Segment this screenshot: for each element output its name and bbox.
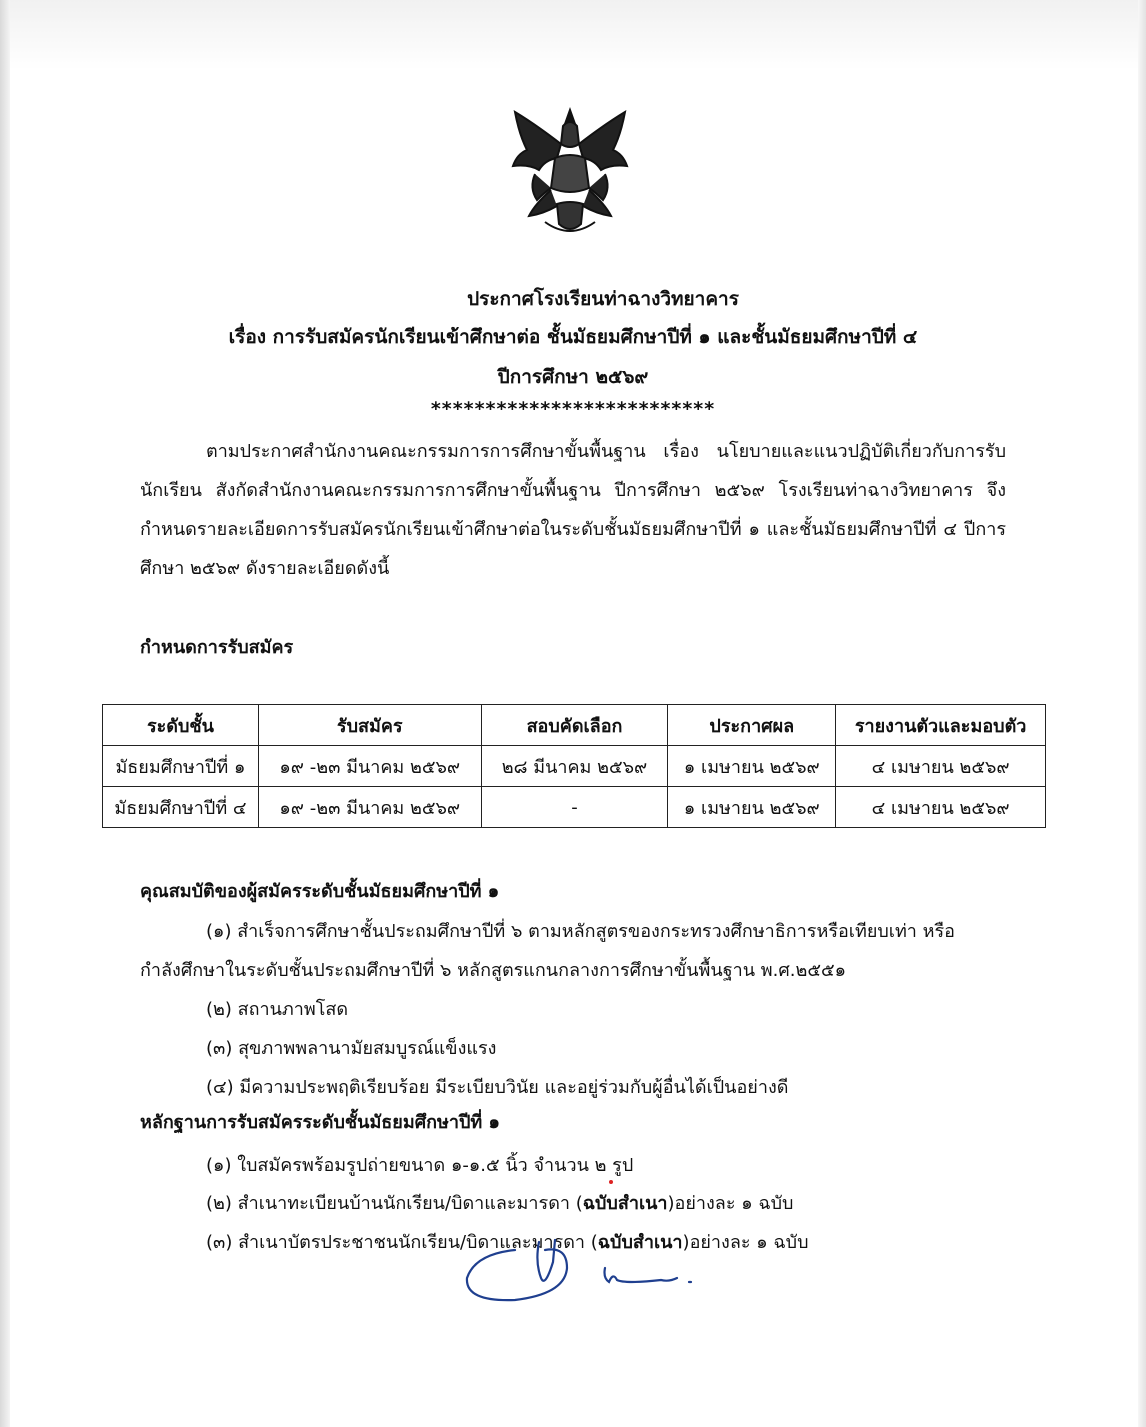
document-item-1: (๑) ใบสมัครพร้อมรูปถ่ายขนาด ๑-๑.๕ นิ้ว จำนวน ๒ รูป: [206, 1155, 634, 1176]
page-top-shadow: [0, 0, 1146, 70]
signature-icon: [455, 1232, 715, 1312]
document-item-3-text: (๓) สำเนาบัตรประชาชนนักเรียน/บิดาและมารดา (: [206, 1232, 598, 1253]
intro-paragraph: ตามประกาศสำนักงานคณะกรรมการการศึกษาขั้นพื้นฐาน เรื่อง นโยบายและแนวปฏิบัติเกี่ยวกับการรับนักเรียน สังกัดสำนักงานคณะกรรมการการศึกษาขั้นพื้นฐาน ปีการศึกษา ๒๕๖๙ โรงเรียนท่าฉางวิทยาคาร จึงกำหนดรายละเอียดการรับสมัครนักเรียนเข้าศึกษาต่อในระดับชั้นมัธยมศึกษาปีที่ ๑ และชั้นมัธยมศึกษาปีที่ ๔ ปีการศึกษา ๒๕๖๙ ดังรายละเอียดดังนี้: [140, 441, 1006, 579]
qualification-item-4: (๔) มีความประพฤติเรียบร้อย มีระเบียบวินัย และอยู่ร่วมกับผู้อื่นได้เป็นอย่างดี: [206, 1077, 789, 1098]
document-item-2-text-end: )อย่างละ ๑ ฉบับ: [667, 1193, 794, 1214]
column-header: สอบคัดเลือก: [481, 705, 668, 746]
table-cell: ๒๘ มีนาคม ๒๕๖๙: [481, 746, 668, 787]
table-cell: -: [481, 787, 668, 828]
document-item-2-text: (๒) สำเนาทะเบียนบ้านนักเรียน/บิดาและมารดา (: [206, 1193, 583, 1214]
document-item-2: [206, 1188, 793, 1217]
academic-year: ปีการศึกษา ๒๕๖๙: [497, 366, 649, 388]
table-cell: ๑ เมษายน ๒๕๖๙: [668, 746, 836, 787]
qualification-item-1: (๑) สำเร็จการศึกษาชั้นประถมศึกษาปีที่ ๖ ตามหลักสูตรของกระทรวงศึกษาธิการหรือเทียบเท่า หรือ: [206, 921, 955, 942]
table-cell: ๑ เมษายน ๒๕๖๙: [668, 787, 836, 828]
page-right-edge: [1138, 0, 1146, 1427]
document-item-3-text-end: )อย่างละ ๑ ฉบับ: [682, 1232, 809, 1253]
schedule-table: [102, 704, 1046, 828]
qualification-item-3: (๓) สุขภาพพลานามัยสมบูรณ์แข็งแรง: [206, 1038, 497, 1059]
table-header-row: [103, 705, 1046, 746]
column-header: ประกาศผล: [668, 705, 836, 746]
table-row: [103, 746, 1046, 787]
qualifications-heading: คุณสมบัติของผู้สมัครระดับชั้นมัธยมศึกษาปีที่ ๑: [140, 881, 500, 902]
column-header: ระดับชั้น: [103, 705, 259, 746]
documents-heading: หลักฐานการรับสมัครระดับชั้นมัธยมศึกษาปีที่ ๑: [140, 1112, 500, 1133]
announcement-subject: เรื่อง การรับสมัครนักเรียนเข้าศึกษาต่อ ชั้นมัธยมศึกษาปีที่ ๑ และชั้นมัธยมศึกษาปีที่ ๔: [228, 326, 918, 348]
table-row: [103, 787, 1046, 828]
schedule-heading: กำหนดการรับสมัคร: [140, 637, 294, 658]
table-cell: ๔ เมษายน ๒๕๖๙: [836, 787, 1046, 828]
table-cell: มัธยมศึกษาปีที่ ๑: [103, 746, 259, 787]
table-cell: ๑๙ -๒๓ มีนาคม ๒๕๖๙: [258, 787, 481, 828]
garuda-emblem-icon: [505, 104, 635, 239]
star-divider: **************************: [430, 398, 716, 420]
qualification-item-2: (๒) สถานภาพโสด: [206, 999, 349, 1020]
qualification-item-1-continued: กำลังศึกษาในระดับชั้นประถมศึกษาปีที่ ๖ หลักสูตรแกนกลางการศึกษาขั้นพื้นฐาน พ.ศ.๒๕๕๑: [140, 960, 847, 981]
announcement-title: ประกาศโรงเรียนท่าฉางวิทยาคาร: [467, 288, 739, 310]
column-header: รับสมัคร: [258, 705, 481, 746]
red-ink-dot: [609, 1180, 613, 1184]
document-item-3-copy: ฉบับสำเนา: [597, 1232, 683, 1253]
table-cell: ๔ เมษายน ๒๕๖๙: [836, 746, 1046, 787]
table-cell: ๑๙ -๒๓ มีนาคม ๒๕๖๙: [258, 746, 481, 787]
page-left-edge: [0, 0, 10, 1427]
column-header: รายงานตัวและมอบตัว: [836, 705, 1046, 746]
table-cell: มัธยมศึกษาปีที่ ๔: [103, 787, 259, 828]
document-item-2-copy: ฉบับสำเนา: [582, 1193, 668, 1214]
